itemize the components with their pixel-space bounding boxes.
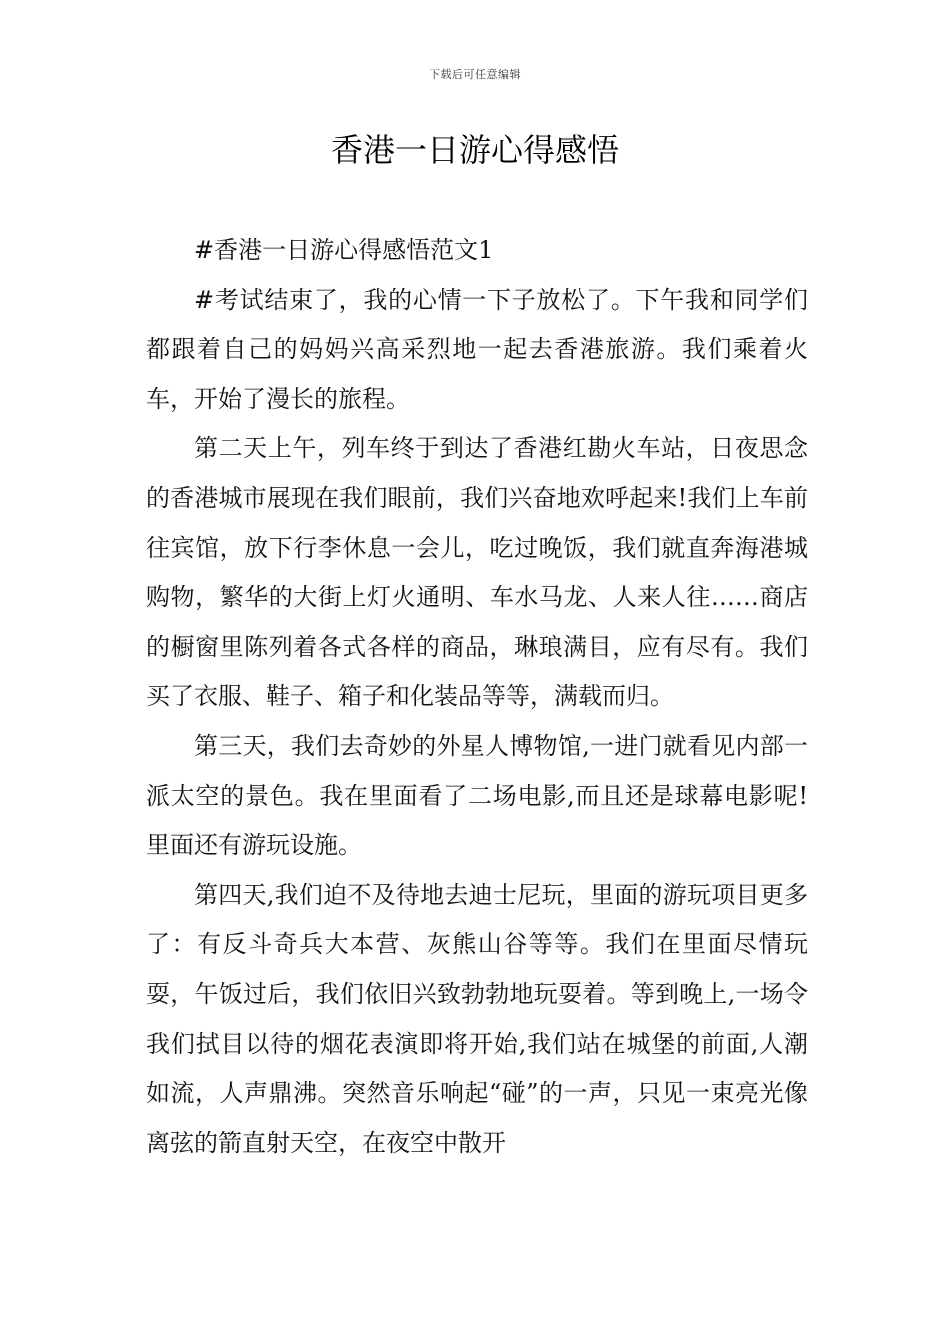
paragraph: 第三天，我们去奇妙的外星人博物馆,一进门就看见内部一派太空的景色。我在里面看了二场电影,而且还是球幕电影呢!里面还有游玩设施。 xyxy=(146,731,808,860)
paragraph: 第二天上午，列车终于到达了香港红勘火车站，日夜思念的香港城市展现在我们眼前，我们兴奋地欢呼起来!我们上车前往宾馆，放下行李休息一会儿，吃过晚饭，我们就直奔海港城购物，繁华的大街上灯火通明、车水马龙、人来人往……商店的橱窗里陈列着各式各样的商品，琳琅满目，应有尽有。我们买了衣服、鞋子、箱子和化装品等等，满载而归。 xyxy=(146,434,808,711)
paragraph: #考试结束了，我的心情一下子放松了。下午我和同学们都跟着自己的妈妈兴高采烈地一起去香港旅游。我们乘着火车，开始了漫长的旅程。 xyxy=(146,285,808,413)
paragraph: 第四天,我们迫不及待地去迪士尼玩，里面的游玩项目更多了：有反斗奇兵大本营、灰熊山谷等等。我们在里面尽情玩耍，午饭过后，我们依旧兴致勃勃地玩耍着。等到晚上,一场令我们拭目以待的烟花表演即将开始,我们站在城堡的前面,人潮如流，人声鼎沸。突然音乐响起“碰”的一声，只见一束亮光像离弦的箭直射天空，在夜空中散开 xyxy=(146,880,808,1157)
header-note: 下载后可任意编辑 xyxy=(429,68,521,81)
paragraph: #香港一日游心得感悟范文1 xyxy=(194,236,494,264)
document-body xyxy=(146,226,808,1168)
document-title: 香港一日游心得感悟 xyxy=(330,131,619,169)
